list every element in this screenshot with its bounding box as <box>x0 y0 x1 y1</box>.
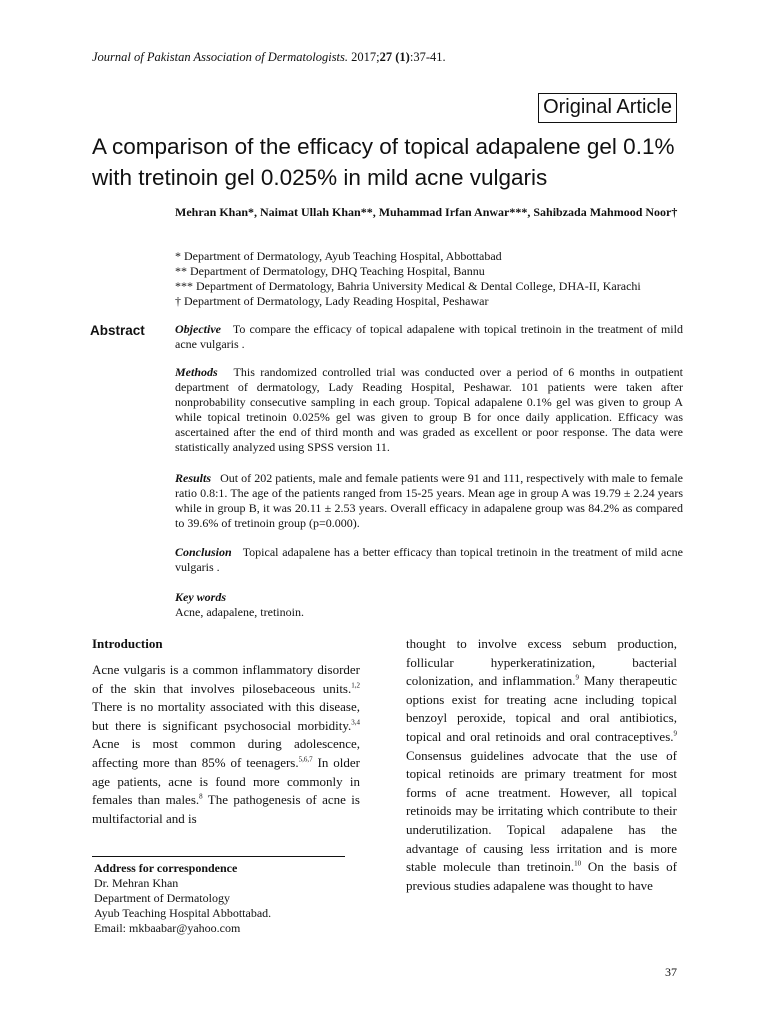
footnote-divider <box>92 856 345 857</box>
affiliation-item: *** Department of Dermatology, Bahria University Medical & Dental College, DHA-II, Karachi <box>175 279 641 293</box>
affiliation-item: † Department of Dermatology, Lady Reading Hospital, Peshawar <box>175 294 489 308</box>
intro-text: Consensus guidelines advocate that the use of topical retinoids are primary treatment for most forms of acne treatment. However, all topical retinoids may be irritating which contribute to their underutilization. Topical adapalene has the advantage of causing less irritation and is more stable molecule than tretinoin. <box>406 747 677 875</box>
correspondence-address <box>94 861 271 936</box>
methods-label: Methods <box>175 365 218 379</box>
intro-text: There is no mortality associated with this disease, but there is significant psychosocial morbidity. <box>92 699 360 733</box>
article-title: A comparison of the efficacy of topical adapalene gel 0.1% with tretinoin gel 0.025% in mild acne vulgaris <box>92 134 675 190</box>
correspondence-email[interactable]: Email: mkbaabar@yahoo.com <box>94 921 241 935</box>
abstract-keywords <box>175 590 683 620</box>
journal-pages: :37-41. <box>409 50 446 64</box>
intro-text: Many therapeutic options exist for treating acne including topical benzoyl peroxide, topical and oral antibiotics, topical and oral retinoids and oral contraceptives. <box>406 673 677 744</box>
correspondence-line: Dr. Mehran Khan <box>94 876 179 890</box>
citation-ref: 10 <box>574 859 582 868</box>
introduction-column-left <box>92 661 360 828</box>
citation-ref: 3,4 <box>351 718 360 727</box>
keywords-label: Key words <box>175 590 226 604</box>
citation-ref: 9 <box>575 673 579 682</box>
intro-text: Acne is most common during adolescence, affecting more than 85% of teenagers. <box>92 736 360 770</box>
keywords-text: Acne, adapalene, tretinoin. <box>175 605 304 619</box>
correspondence-line: Ayub Teaching Hospital Abbottabad. <box>94 906 272 920</box>
affiliation-item: * Department of Dermatology, Ayub Teaching Hospital, Abbottabad <box>175 249 502 263</box>
intro-text: Acne vulgaris is a common inflammatory disorder of the skin that involves pilosebaceous units. <box>92 662 360 696</box>
objective-text: To compare the efficacy of topical adapalene with topical tretinoin in the treatment of mild acne vulgaris . <box>175 322 683 351</box>
abstract-heading: Abstract <box>90 323 145 338</box>
journal-citation: Journal of Pakistan Association of Dermatologists. 2017;27 (1):37-41. <box>92 50 446 64</box>
journal-name: Journal of Pakistan Association of Dermatologists <box>92 50 345 64</box>
abstract-results <box>175 471 683 531</box>
correspondence-heading: Address for correspondence <box>94 861 238 875</box>
introduction-column-right <box>406 635 677 895</box>
conclusion-text: Topical adapalene has a better efficacy than topical tretinoin in the treatment of mild acne vulgaris . <box>175 545 683 574</box>
correspondence-line: Department of Dermatology <box>94 891 230 905</box>
journal-volume: 27 <box>379 50 393 64</box>
citation-ref: 9 <box>673 729 677 738</box>
citation-ref: 5,6,7 <box>298 755 313 764</box>
abstract-objective <box>175 322 683 352</box>
article-type-label: Original Article <box>538 93 677 123</box>
introduction-heading: Introduction <box>92 636 163 651</box>
intro-text: In older age patients, acne is found more commonly in females than males. <box>92 754 360 808</box>
author-list: Mehran Khan*, Naimat Ullah Khan**, Muhammad Irfan Anwar***, Sahibzada Mahmood Noor† <box>175 205 678 219</box>
abstract-conclusion <box>175 545 683 575</box>
affiliation-list <box>175 249 641 309</box>
journal-issue: (1) <box>395 50 410 64</box>
intro-text: The pathogenesis of acne is multifactorial and is <box>92 792 360 826</box>
citation-ref: 1,2 <box>351 681 360 690</box>
results-text: Out of 202 patients, male and female patients were 91 and 111, respectively with male to female ratio 0.8:1. The age of the patients ranged from 15-25 years. Mean age in group A was 19.79 ± 2.24 years while in group B, it was 20.11 ± 2.53 years. Overall efficacy in adapalene group was 84.2% as compared to 39.6% of tretinoin group (p=0.000). <box>175 471 683 530</box>
abstract-methods <box>175 365 683 455</box>
objective-label: Objective <box>175 322 221 336</box>
journal-year: 2017; <box>351 50 380 64</box>
page-number: 37 <box>665 965 677 979</box>
affiliation-item: ** Department of Dermatology, DHQ Teaching Hospital, Bannu <box>175 264 485 278</box>
results-label: Results <box>175 471 212 485</box>
citation-ref: 8 <box>199 792 203 801</box>
intro-text: thought to involve excess sebum production, follicular hyperkeratinization, bacterial colonization, and inflammation. <box>406 636 677 689</box>
intro-text: On the basis of previous studies adapalene was thought to have <box>406 859 677 893</box>
conclusion-label: Conclusion <box>175 545 232 559</box>
methods-text: This randomized controlled trial was conducted over a period of 6 months in outpatient department of dermatology, Lady Reading Hospital, Peshawar. 101 patients were taken after nonprobability consecutive sampling in each group. Topical adapalene 0.1% gel was given to group A while topical tretinoin 0.025% gel was given to group B for once daily application. Efficacy was ascertained after the end of third month and was graded as excellent or poor response. The data were statistically analyzed using SPSS version 11. <box>175 365 683 454</box>
